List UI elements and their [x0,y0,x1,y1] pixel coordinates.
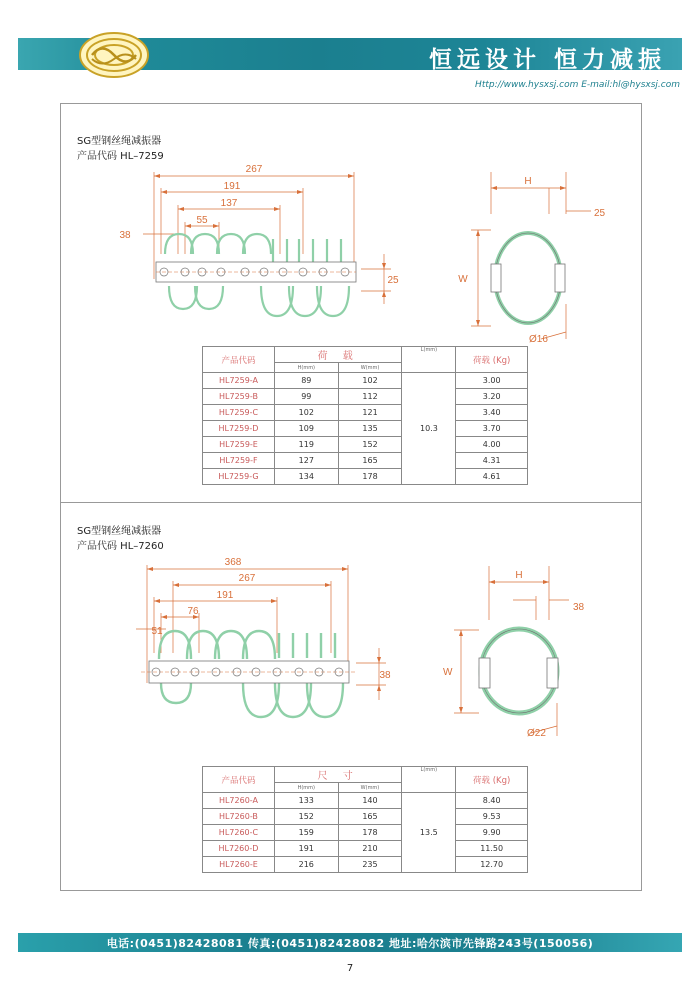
dim-w: W [458,274,468,285]
cell-w: 210 [338,841,402,857]
table-row [203,793,528,809]
cell-code: HL7260-C [203,825,275,841]
cell-w: 102 [338,373,402,389]
cell-w: 235 [338,857,402,873]
table-row [203,469,528,485]
col-h-header: H(mm) [274,363,338,373]
header-title: 恒远设计 恒力减振 [428,47,666,73]
cell-code: HL7259-F [203,453,275,469]
cell-load: 9.90 [456,825,528,841]
cell-l: 10.3 [402,373,456,485]
page-number: 7 [346,963,354,974]
cell-load: 3.00 [456,373,528,389]
dim-38: 38 [119,230,131,241]
cell-h: 216 [274,857,338,873]
cell-h: 119 [274,437,338,453]
dim-h: H [515,570,523,581]
cell-load: 12.70 [456,857,528,873]
group-header: 荷 载 [274,347,401,363]
cell-code: HL7259-A [203,373,275,389]
cell-h: 102 [274,405,338,421]
footer-contact: 电话:(0451)82428081 传真:(0451)82428082 地址:哈尔滨市先锋路243号(150056) [106,937,594,950]
cell-w: 121 [338,405,402,421]
col-load-header: 荷载 (Kg) [456,767,528,793]
product-panel-7260 [60,502,642,891]
cell-w: 140 [338,793,402,809]
cell-load: 4.61 [456,469,528,485]
col-l-header: L(mm) [402,347,456,373]
cell-w: 178 [338,469,402,485]
company-logo-icon [78,30,150,80]
dim-38: 38 [379,670,391,681]
cell-code: HL7259-D [203,421,275,437]
dim-w: W [443,667,453,678]
product-code-line: 产品代码 HL–7259 [77,151,164,162]
dim-368: 368 [224,557,242,568]
cell-load: 3.20 [456,389,528,405]
dim-76: 76 [187,606,199,617]
dim-191: 191 [216,590,234,601]
cell-code: HL7259-E [203,437,275,453]
table-row [203,857,528,873]
group-header: 尺 寸 [274,767,401,783]
cell-code: HL7259-G [203,469,275,485]
cell-load: 11.50 [456,841,528,857]
cell-code: HL7259-B [203,389,275,405]
cell-h: 133 [274,793,338,809]
cell-code: HL7260-D [203,841,275,857]
product-code-line: 产品代码 HL–7260 [77,541,164,552]
table-row [203,841,528,857]
cell-load: 3.70 [456,421,528,437]
cell-code: HL7260-B [203,809,275,825]
dim-side-38: 38 [573,602,585,613]
col-code-header: 产品代码 [203,767,275,793]
cell-h: 109 [274,421,338,437]
cell-code: HL7260-A [203,793,275,809]
cell-w: 112 [338,389,402,405]
cell-code: HL7259-C [203,405,275,421]
dim-diameter: Ø22 [527,728,546,739]
side-view-drawing-7259 [441,164,621,344]
cell-h: 159 [274,825,338,841]
table-row [203,389,528,405]
dim-h: H [524,176,532,187]
product-panel-7259 [60,103,642,503]
side-view-drawing-7260 [439,558,619,748]
spec-table-7260 [202,766,528,873]
cell-w: 165 [338,809,402,825]
table-row [203,437,528,453]
dim-267: 267 [245,164,263,175]
col-load-header: 荷载 (Kg) [456,347,528,373]
dim-51: 51 [151,626,163,637]
cell-load: 8.40 [456,793,528,809]
col-w-header: W(mm) [338,783,402,793]
cell-h: 89 [274,373,338,389]
table-row [203,825,528,841]
footer-bar [18,933,682,952]
header-contact[interactable]: Http://www.hysxsj.com E-mail:hl@hysxsj.com [475,80,680,90]
col-h-header: H(mm) [274,783,338,793]
cell-load: 4.31 [456,453,528,469]
table-row [203,809,528,825]
cell-l: 13.5 [402,793,456,873]
cell-w: 135 [338,421,402,437]
table-row [203,453,528,469]
product-name: SG型钢丝绳减振器 [77,526,162,537]
dim-137: 137 [220,198,238,209]
cell-code: HL7260-E [203,857,275,873]
cell-w: 152 [338,437,402,453]
cell-h: 152 [274,809,338,825]
col-w-header: W(mm) [338,363,402,373]
spec-table-7259 [202,346,528,485]
cell-w: 178 [338,825,402,841]
dim-267: 267 [238,573,256,584]
cell-h: 127 [274,453,338,469]
dim-25: 25 [387,275,399,286]
dim-55: 55 [196,215,208,226]
dim-191: 191 [223,181,241,192]
cell-load: 4.00 [456,437,528,453]
cell-h: 191 [274,841,338,857]
cell-h: 134 [274,469,338,485]
col-l-header: L(mm) [402,767,456,793]
dim-diameter: Ø16 [529,334,548,345]
table-row [203,373,528,389]
table-row [203,421,528,437]
cell-h: 99 [274,389,338,405]
col-code-header: 产品代码 [203,347,275,373]
cell-load: 9.53 [456,809,528,825]
dim-side-25: 25 [594,208,606,219]
cell-w: 165 [338,453,402,469]
product-name: SG型钢丝绳减振器 [77,136,162,147]
table-row [203,405,528,421]
cell-load: 3.40 [456,405,528,421]
